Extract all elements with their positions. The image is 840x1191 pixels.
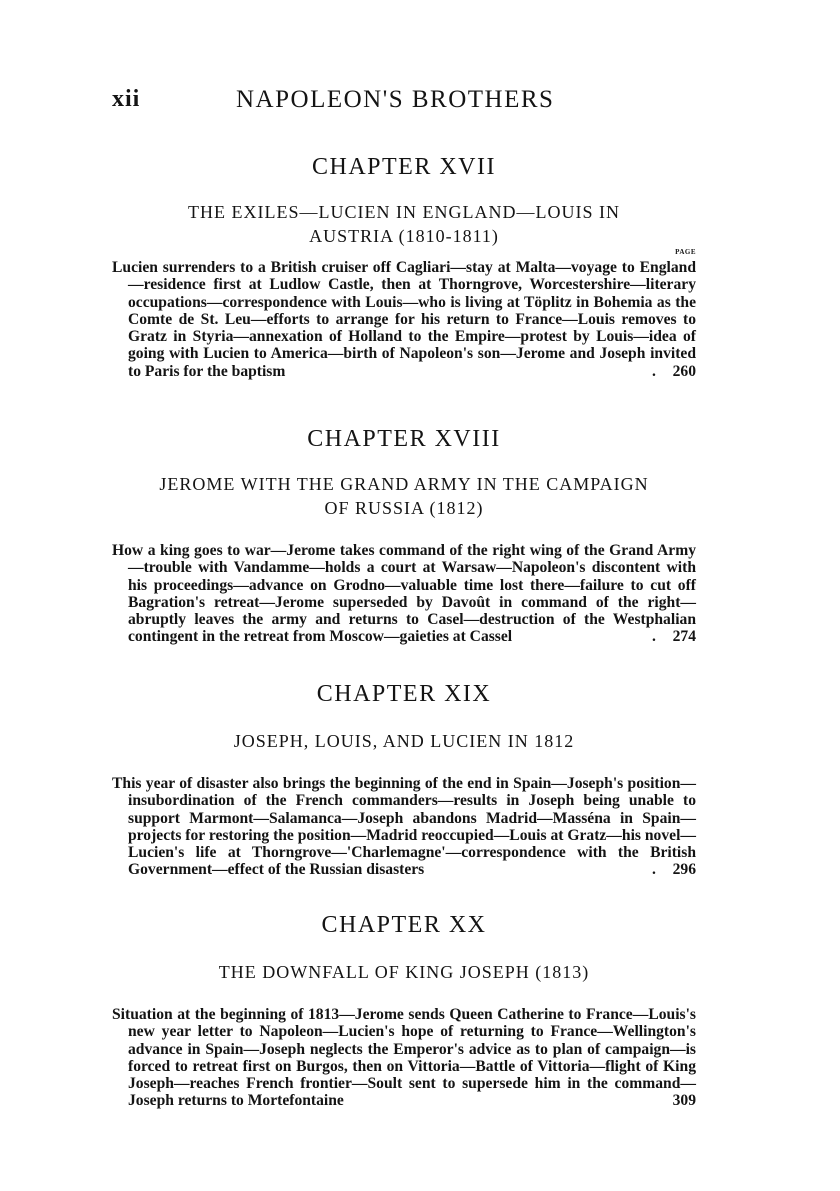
chapter-title-line: JOSEPH, LOUIS, AND LUCIEN IN 1812 <box>233 731 575 751</box>
summary-text: Lucien surrenders to a British cruiser off Cagliari—stay at Malta—voyage to England—residence first at Ludlow Castle, then at Thorngrove, Worcestershire—literary occupations—correspondence with Louis—who is living at Töplitz in Bohemia as the Comte de St. Leu—efforts to arrange for his return to France—Louis removes to Gratz in Styria—annexation of Holland to the Empire—protest by Louis—idea of going with Lucien to America—birth of Napoleon's son—Jerome and Joseph invited to Paris for the baptism <box>112 259 696 380</box>
chapter-title <box>112 200 696 248</box>
chapter-xvii <box>112 152 696 380</box>
chapter-xviii <box>112 424 696 646</box>
chapter-heading: CHAPTER XX <box>321 912 487 938</box>
chapter-summary: Lucien surrenders to a British cruiser off Cagliari—stay at Malta—voyage to England—residence first at Ludlow Castle, then at Thorngrove, Worcestershire—literary occupations—correspondence with Louis—who is living at Töplitz in Bohemia as the Comte de St. Leu—efforts to arrange for his return to France—Louis removes to Gratz in Styria—annexation of Holland to the Empire—protest by Louis—idea of going with Lucien to America—birth of Napoleon's son—Jerome and Joseph invited to Paris for the baptism . 260 <box>112 259 696 380</box>
chapter-xx <box>112 910 696 1110</box>
summary-text: This year of disaster also brings the beginning of the end in Spain—Joseph's position—insubordination of the French commanders—results in Joseph being unable to support Marmont—Salamanca—Joseph abandons Madrid—Masséna in Spain—projects for restoring the position—Madrid reoccupied—Louis at Gratz—his novel—Lucien's life at Thorngrove—'Charlemagne'—correspondence with the British Government—effect of the Russian disasters <box>112 775 696 879</box>
chapter-summary: How a king goes to war—Jerome takes command of the right wing of the Grand Army—trouble with Vandamme—holds a court at Warsaw—Napoleon's discontent with his proceedings—advance on Grodno—valuable time lost there—failure to cut off Bagration's retreat—Jerome superseded by Davoût in command of the right—abruptly leaves the army and returns to Casel—destruction of the Westphalian contingent in the retreat from Moscow—gaieties at Cassel . 274 <box>112 542 696 646</box>
page-reference: 309 <box>672 1092 696 1110</box>
chapter-heading: CHAPTER XVIII <box>307 426 501 452</box>
chapter-xix <box>112 679 696 879</box>
page-number: xii <box>112 86 141 112</box>
summary-text: How a king goes to war—Jerome takes command of the right wing of the Grand Army—trouble with Vandamme—holds a court at Warsaw—Napoleon's discontent with his proceedings—advance on Grodno—valuable time lost there—failure to cut off Bagration's retreat—Jerome superseded by Davoût in command of the right—abruptly leaves the army and returns to Casel—destruction of the Westphalian contingent in the retreat from Moscow—gaieties at Cassel <box>112 542 696 646</box>
book-title: NAPOLEON'S BROTHERS <box>236 86 555 113</box>
chapter-title <box>112 472 696 520</box>
chapter-summary: This year of disaster also brings the beginning of the end in Spain—Joseph's position—insubordination of the French commanders—results in Joseph being unable to support Marmont—Salamanca—Joseph abandons Madrid—Masséna in Spain—projects for restoring the position—Madrid reoccupied—Louis at Gratz—his novel—Lucien's life at Thorngrove—'Charlemagne'—correspondence with the British Government—effect of the Russian disasters . 296 <box>112 775 696 879</box>
running-head <box>112 86 692 120</box>
page-reference: 260 <box>672 362 696 380</box>
chapter-heading: CHAPTER XIX <box>316 681 492 707</box>
chapter-title-line: AUSTRIA (1810-1811) <box>309 226 499 246</box>
chapter-title-line: OF RUSSIA (1812) <box>324 498 484 518</box>
chapter-title-line: THE EXILES—LUCIEN IN ENGLAND—LOUIS IN <box>188 202 620 222</box>
chapter-title-line: THE DOWNFALL OF KING JOSEPH (1813) <box>218 962 590 982</box>
chapter-title <box>112 729 696 753</box>
page-reference: 274 <box>672 628 696 646</box>
chapter-title-line: JEROME WITH THE GRAND ARMY IN THE CAMPAIGN <box>159 474 649 494</box>
page-reference: 296 <box>672 861 696 879</box>
summary-text: Situation at the beginning of 1813—Jerome sends Queen Catherine to France—Louis's new year letter to Napoleon—Lucien's hope of returning to France—Wellington's advance in Spain—Joseph neglects the Emperor's advice as to plan of campaign—is forced to retreat first on Burgos, then on Vittoria—Battle of Vittoria—flight of King Joseph—reaches French frontier—Soult sent to supersede him in the command—Joseph returns to Mortefontaine <box>112 1006 696 1110</box>
page-column-label: PAGE <box>675 248 696 256</box>
chapter-summary <box>112 1006 696 1110</box>
chapter-title <box>112 960 696 984</box>
chapter-heading: CHAPTER XVII <box>312 154 496 180</box>
